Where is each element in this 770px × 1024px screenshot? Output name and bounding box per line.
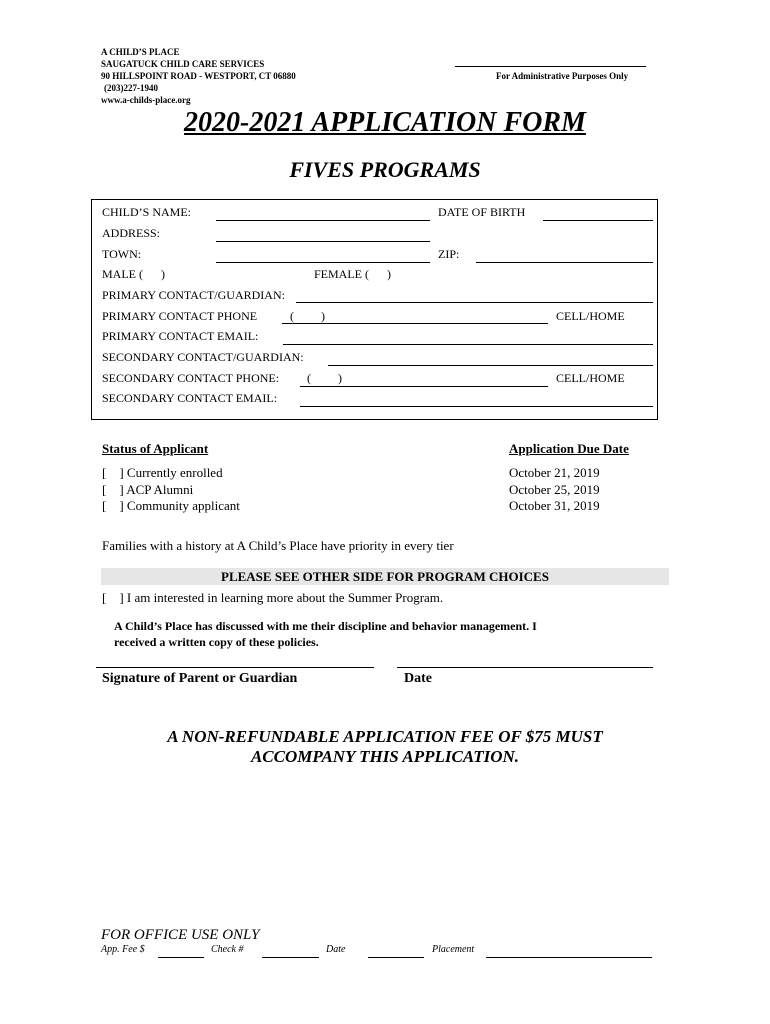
office-check-field[interactable] [262, 957, 319, 958]
primary-email-field[interactable] [283, 344, 653, 345]
fee-notice-line2: ACCOMPANY THIS APPLICATION. [250, 747, 520, 766]
female-checkbox[interactable]: FEMALE ( ) [314, 267, 391, 281]
due-date-heading: Application Due Date [509, 441, 629, 456]
secondary-contact-field[interactable] [328, 365, 653, 366]
secondary-phone-field[interactable] [300, 386, 548, 387]
office-placement-field[interactable] [486, 957, 652, 958]
primary-contact-label: PRIMARY CONTACT/GUARDIAN: [102, 288, 285, 302]
primary-phone-paren: ( ) [290, 309, 325, 323]
admin-note: For Administrative Purposes Only [496, 71, 629, 81]
zip-label: ZIP: [438, 247, 460, 261]
male-checkbox[interactable]: MALE ( ) [102, 267, 165, 281]
signature-field[interactable] [96, 667, 374, 668]
secondary-email-field[interactable] [300, 406, 653, 407]
page-subtitle: FIVES PROGRAMS [289, 157, 481, 182]
due-date-enrolled: October 21, 2019 [509, 465, 600, 480]
admin-line [455, 66, 646, 67]
org-address: 90 HILLSPOINT ROAD - WESTPORT, CT 06880 [101, 71, 296, 81]
office-check-label: Check # [211, 944, 244, 955]
primary-contact-field[interactable] [296, 302, 653, 303]
signature-date-label: Date [404, 671, 432, 686]
org-name: A CHILD’S PLACE [101, 47, 180, 57]
office-app-fee-field[interactable] [158, 957, 204, 958]
zip-field[interactable] [476, 262, 653, 263]
see-other-side-banner: PLEASE SEE OTHER SIDE FOR PROGRAM CHOICES [101, 568, 669, 585]
org-phone: (203)227-1940 [104, 83, 158, 93]
office-date-field[interactable] [368, 957, 424, 958]
fee-notice-line1: A NON-REFUNDABLE APPLICATION FEE OF $75 MUST [167, 727, 603, 746]
dob-field[interactable] [543, 220, 653, 221]
address-label: ADDRESS: [102, 226, 161, 240]
summer-interest-checkbox[interactable]: [ ] I am interested in learning more about the Summer Program. [102, 590, 444, 605]
office-app-fee-label: App. Fee $ [101, 944, 145, 955]
primary-phone-field[interactable] [282, 323, 548, 324]
signature-date-field[interactable] [397, 667, 653, 668]
status-option-community[interactable]: [ ] Community applicant [102, 498, 240, 513]
secondary-phone-paren: ( ) [307, 371, 342, 385]
primary-phone-label: PRIMARY CONTACT PHONE [102, 309, 258, 323]
status-option-enrolled[interactable]: [ ] Currently enrolled [102, 465, 223, 480]
signature-label: Signature of Parent or Guardian [102, 671, 298, 686]
secondary-phone-label: SECONDARY CONTACT PHONE: [102, 371, 280, 385]
priority-note: Families with a history at A Child’s Place have priority in every tier [102, 538, 454, 553]
child-name-field[interactable] [216, 220, 430, 221]
office-use-heading: FOR OFFICE USE ONLY [101, 927, 260, 943]
child-name-label: CHILD’S NAME: [102, 205, 191, 219]
dob-label: DATE OF BIRTH [438, 205, 526, 219]
primary-cell-label: CELL/HOME [556, 309, 625, 323]
primary-email-label: PRIMARY CONTACT EMAIL: [102, 329, 259, 343]
secondary-cell-label: CELL/HOME [556, 371, 625, 385]
discipline-statement-line1: A Child’s Place has discussed with me their discipline and behavior management. I [114, 619, 537, 633]
secondary-email-label: SECONDARY CONTACT EMAIL: [102, 391, 278, 405]
org-header [101, 46, 296, 106]
address-field[interactable] [216, 241, 430, 242]
due-date-community: October 31, 2019 [509, 498, 600, 513]
status-option-alumni[interactable]: [ ] ACP Alumni [102, 482, 194, 497]
due-date-alumni: October 25, 2019 [509, 482, 600, 497]
org-subname: SAUGATUCK CHILD CARE SERVICES [101, 59, 265, 69]
secondary-contact-label: SECONDARY CONTACT/GUARDIAN: [102, 350, 304, 364]
status-heading: Status of Applicant [102, 441, 209, 456]
discipline-statement-line2: received a written copy of these policies. [114, 635, 319, 649]
page-title: 2020-2021 APPLICATION FORM [184, 107, 586, 138]
office-placement-label: Placement [432, 944, 475, 955]
office-date-label: Date [326, 944, 346, 955]
org-website: www.a-childs-place.org [101, 95, 191, 105]
town-field[interactable] [216, 262, 430, 263]
town-label: TOWN: [102, 247, 142, 261]
